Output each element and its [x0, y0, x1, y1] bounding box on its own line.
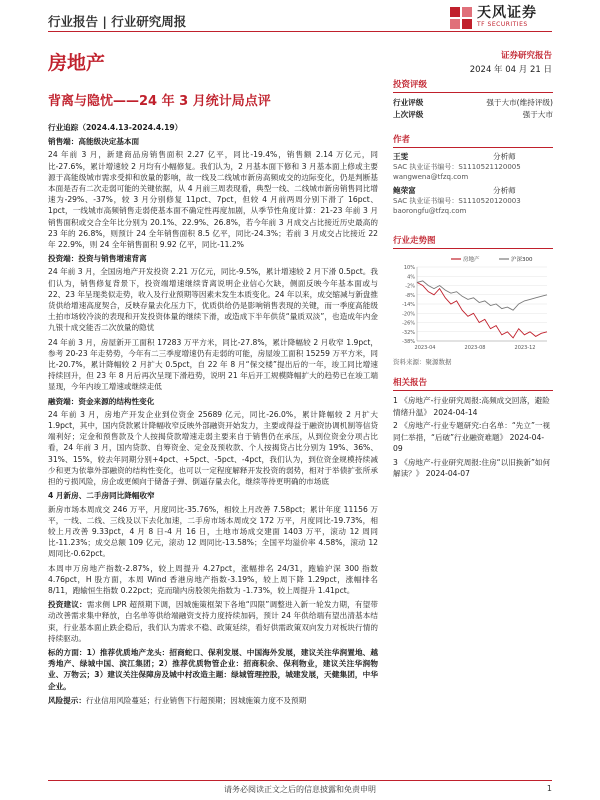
chart-x-tick-label: 2023-04: [414, 345, 436, 351]
section-market-text-b: 本周申万房地产指数-2.87%，较上周提升 4.27pct，涨幅排名 24/31，跑输沪深 300 指数 4.76pct，H 股方面，本周 Wind 香港房地产指数-3.19%，较上周下降 1.29pct，涨幅排名 8/11，跑输恒生指数 0.22pct；克而瑞内房股领先指数为 -1.73%，较上周提升 1.41pct。: [48, 563, 378, 595]
tf-logo-icon: [450, 7, 472, 29]
sidebar: [393, 78, 553, 482]
report-title: 背离与隐忧——24 年 3 月统计局点评: [48, 94, 271, 109]
chart-y-tick-label: -32%: [402, 329, 415, 336]
section-investment-title: 投资端：投资与销售增速背离: [48, 254, 147, 264]
doc-type: 证券研究报告: [500, 51, 552, 61]
target-picks-text: 1）推荐优质地产龙头：招商蛇口、保利发展、中国海外发展，建议关注华润置地、越秀地产、绿城中国、滨江集团；2）推荐优质物管企业：招商积余、保利物业，建议关注华润物业、万物云；3）建议关注保障房及城中村改造主题：绿城管理控股，城建发展，天健集团，中华企业。: [48, 647, 379, 691]
author-heading: 作者: [393, 133, 553, 148]
chart-y-tick-label: -8%: [405, 292, 415, 299]
section-financing-title: 融资端：资金来源的结构性变化: [48, 396, 155, 406]
chart-y-tick-label: -38%: [402, 339, 415, 345]
industry-trend-chart: [393, 253, 553, 355]
prev-rating-label: 上次评级: [393, 110, 424, 119]
risk-warning-text: 行业信用风险蔓延；行业销售下行超预期；因城施策力度不及预期: [85, 695, 307, 705]
report-date: 2024 年 04 月 21 日: [469, 65, 552, 75]
related-report-1[interactable]: 1 《房地产-行业研究周报:高频成交回落，避险情绪升温》 2024-04-14: [393, 396, 550, 417]
section-sales-title: 销售端：高能级决定基本面: [48, 137, 140, 147]
chart-y-tick-label: -26%: [402, 320, 415, 327]
section-investment-text-a: 24 年前 3 月，全国房地产开发投资 2.21 万亿元，同比-9.5%，累计增速较 2 月下滑 0.5pct。我们认为，销售修复背景下，投资端增速继续背离说明企业信心欠缺，侧面反映今年基本面或与 22、23 年呈现类似走势，收入及行业预期等因素未发生本质变化。24 年以来，成交缩减与新盘推货供给增速高度契合，反映存量去化压力下，优质供给仍是影响销售表现的关键，而一季度高能级土拍市场较冷淡的表现和开发投资体量的继续下滑，或造成下半年供货“量质双淡”，也造成年内金九银十成交能否二次放量的隐忧: [48, 267, 378, 333]
investment-advice-label: 投资建议：: [48, 600, 87, 610]
sector-title: 房地产: [48, 52, 106, 74]
prev-rating-value: 强于大市: [522, 110, 553, 119]
investment-advice-text: 需求侧 LPR 超预期下调，因城施策框架下各地“四限”调整进入新一轮发力期，有望带动改善需求集中释放，白名单等供给端融资支持力度持续加码，预计 24 年供给端有望出清基本结束，行业基本面止跌企稳后，我们认为需求不稳、政策延续，看好供需政策双向发力对板块行情的持续驱动。: [48, 600, 378, 643]
chart-legend-label: 房地产: [463, 257, 480, 263]
analyst-2-role: 分析师: [493, 186, 516, 195]
analyst-1-email[interactable]: wangwena@tfzq.com: [393, 173, 469, 181]
analyst-1-sac: SAC 执业证书编号：S1110521120005: [393, 163, 521, 171]
main-content: [48, 122, 378, 709]
tf-securities-logo: [450, 6, 537, 29]
related-report-2[interactable]: 2 《房地产-行业专题研究:白名单：“先立”一视同仁举措，“后破”行业融资难题》 2024-04-09: [393, 421, 551, 453]
trend-chart-svg: [393, 253, 553, 353]
chart-legend-label: 沪深300: [511, 257, 533, 263]
section-sales-text: 24 年前 3 月，新建商品房销售面积 2.27 亿平，同比-19.4%，销售额 2.14 万亿元，同比-27.6%，累计增速较 2 月均有小幅修复。我们认为，2 月基本面下修和 3 月基本面上修或主要源于高能级城市需求受抑和放量的影响，故一线及二线城市新房高频成交的边际变化，仍是判断基本面是否有二次走弱可能的关键依据，从 4 月前三周表现看，典型一线、二线城市新房销售同比增速为-29%、-37%，较 3 月分别修复 11pct、7pct，但较 4 月前两周分别下滑了 16pct、1pct，一线城市高频销售走弱使基本面不确定性再度加剧，从季节性角度计算：21-23 年前 3 月销售面积或交合全年比分别为 20.1%、22.9%、26.8%，若今年前 3 月成交占比接近历史最高的 23 年的 26.8%，则预计 24 全年销售面积 8.5 亿平，同比-24.3%；若前 3 月成交占比接近 22 年 22.9%，则 24 全年销售面积 9.92 亿平，同比-11.2%: [48, 150, 378, 250]
analyst-2-email[interactable]: baorongfu@tfzq.com: [393, 207, 467, 215]
prev-rating-row: [393, 109, 553, 121]
section-investment-text-b: 24 年前 3 月，房屋新开工面积 17283 万平方米，同比-27.8%，累计降幅较 2 月收窄 1.9pct，参考 20-23 年走势势，今年有二三季度增速仍有走弱的可能，房屋竣工面积 15259 万平方米，同比-20.7%，累计降幅较 2 月扩大 0.5pct，自 22 年 8 月“保交楼”提出后的一年，竣工同比增速持续回升，但 23 年 8 月后再次呈现下滑趋势，说明 21 年后开工规模降幅扩大的趋势已在竣工端显现，今年内竣工增速或继续走低: [48, 337, 378, 392]
tracking-period: 行业追踪（2024.4.13-2024.4.19）: [48, 123, 183, 132]
related-report-3[interactable]: 3 《房地产-行业研究周报:住房“以旧换新”如何解读？》 2024-04-07: [393, 457, 551, 478]
section-market-text-a: 新房市场本周成交 246 万平，月度同比-35.76%，相较上月改善 7.58pct；累计年度 11156 万平，一线、二线、三线及以下去化加速，二手房市场本周成交 172 万平，月度同比-19.73%，相较上月改善 9.33pct，4 月 8 日-4 月 16 日，土地市场成交建面 1403 万平，滚动 12 周同比-11.23%；成交总额 109 亿元，滚动 12 周同比-13.58%；全国平均溢价率 4.58%，滚动 12 周同比-0.62pct。: [48, 504, 378, 559]
related-reports-heading: 相关报告: [393, 376, 553, 391]
rating-heading: 投资评级: [393, 78, 553, 93]
analyst-1: [393, 152, 553, 182]
section-market-title: 4 月新房、二手房同比降幅收窄: [48, 491, 155, 501]
risk-warning: [48, 695, 378, 706]
chart-y-tick-label: 10%: [403, 265, 415, 271]
investment-advice: [48, 599, 378, 644]
chart-y-tick-label: -20%: [402, 311, 415, 318]
logo-text-en: TF SECURITIES: [477, 21, 528, 28]
section-financing-text: 24 年前 3 月，房地产开发企业到位资金 25689 亿元，同比-26.0%，累计降幅较 2 月扩大 1.9pct，其中，国内贷款累计降幅收窄反映外部融资开始发力，主要或得益于融资协调机制等信贷端利好；定金和预售款及个人按揭贷款增速走弱主要来自于销售仍在承压，从到位资金分项占比看，24 年前 3 月，国内贷款、自筹资金、定金及预收款、个人按揭贷占比分别为 19%、36%、31%、15%，较去年同期分别+4pct、+5pct、-5pct、-4pct，我们认为，到位资金规模持续减少和更为依靠外部融资的结构性变化，也可以一定程度解释开发投资的弱势，相对于举债扩张所承担的亏损风险，房企或更倾向于储备子弹、倒逼存量去化，继续等待更明确的市场底: [48, 409, 378, 487]
page-number: 1: [546, 784, 552, 793]
chart-heading: 行业走势图: [393, 234, 553, 249]
footer-disclaimer: 请务必阅读正文之后的信息披露和免责申明: [224, 785, 376, 794]
industry-rating-label: 行业评级: [393, 98, 424, 107]
risk-warning-label: 风险提示：: [48, 695, 86, 705]
header-divider: [48, 31, 552, 32]
analyst-1-name: 王雯: [393, 152, 409, 161]
industry-rating-row: [393, 97, 553, 109]
analyst-2-sac: SAC 执业证书编号：S1110520120003: [393, 197, 521, 205]
logo-text-cn: 天风证券: [477, 5, 537, 21]
chart-y-tick-label: -2%: [405, 283, 415, 290]
chart-source: 资料来源：聚源数据: [393, 358, 452, 366]
chart-series-line-1: [417, 282, 547, 338]
footer-divider: [48, 780, 552, 781]
breadcrumb: 行业报告 | 行业研究周报: [48, 14, 187, 29]
target-picks-label: 标的方面：: [48, 647, 87, 657]
chart-x-tick-label: 2023-08: [464, 345, 486, 351]
chart-y-tick-label: -14%: [402, 302, 415, 308]
analyst-2-name: 鲍荣富: [393, 186, 416, 195]
chart-y-tick-label: 4%: [407, 274, 415, 281]
analyst-2: [393, 186, 553, 216]
analyst-1-role: 分析师: [493, 152, 516, 161]
industry-rating-value: 强于大市(维持评级): [486, 98, 553, 107]
target-picks: [48, 647, 378, 692]
chart-x-tick-label: 2023-12: [514, 345, 536, 351]
